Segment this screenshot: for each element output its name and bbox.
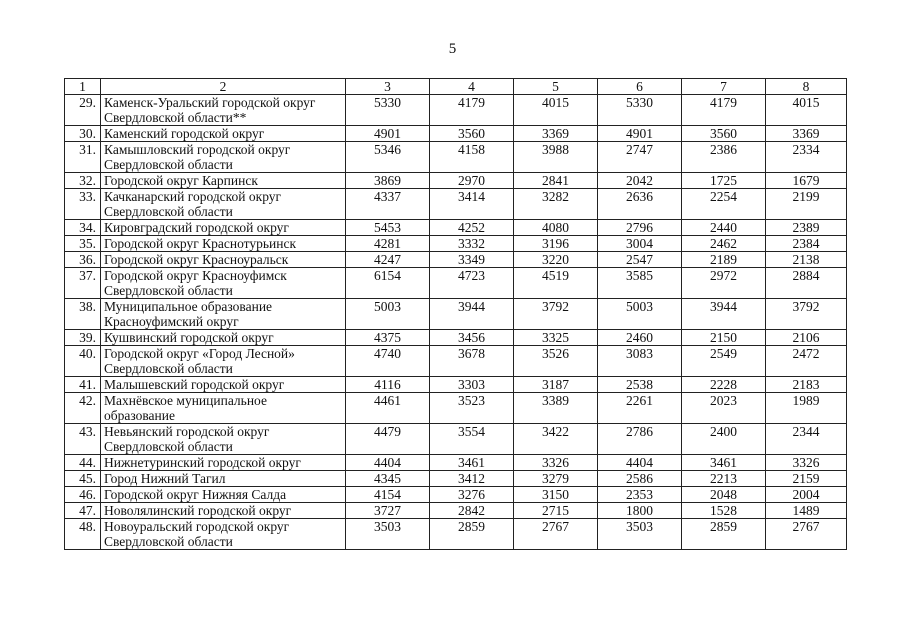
value-cell-col-6: 2353: [598, 487, 682, 503]
value-cell-col-5: 3187: [514, 377, 598, 393]
value-cell-col-3: 4116: [346, 377, 430, 393]
value-cell-col-5: 3988: [514, 142, 598, 173]
municipality-name-line: Кушвинский городской округ: [104, 330, 274, 345]
municipality-name-cell: [101, 519, 346, 550]
value-cell-col-3: 3727: [346, 503, 430, 519]
value-cell-col-6: 3585: [598, 268, 682, 299]
municipality-name-line: Город Нижний Тагил: [104, 471, 226, 486]
row-number-cell: 48.: [65, 519, 101, 550]
table-row: [65, 346, 847, 377]
column-header: 3: [346, 79, 430, 95]
municipality-name-cell: [101, 252, 346, 268]
municipality-name-line: Городской округ «Город Лесной»: [104, 346, 295, 361]
value-cell-col-4: 3276: [430, 487, 514, 503]
value-cell-col-7: 2048: [682, 487, 766, 503]
table-row: [65, 424, 847, 455]
value-cell-col-6: 4404: [598, 455, 682, 471]
value-cell-col-7: 2549: [682, 346, 766, 377]
municipality-name-cell: [101, 377, 346, 393]
value-cell-col-5: 3282: [514, 189, 598, 220]
value-cell-col-4: 3414: [430, 189, 514, 220]
municipality-name-cell: [101, 299, 346, 330]
value-cell-col-3: 5330: [346, 95, 430, 126]
value-cell-col-6: 2786: [598, 424, 682, 455]
municipality-name-line: Свердловской области: [104, 534, 233, 549]
value-cell-col-5: 4015: [514, 95, 598, 126]
municipality-name-line: Махнёвское муниципальное: [104, 393, 267, 408]
value-cell-col-3: 4345: [346, 471, 430, 487]
row-number-cell: 29.: [65, 95, 101, 126]
value-cell-col-4: 3944: [430, 299, 514, 330]
value-cell-col-7: 4179: [682, 95, 766, 126]
value-cell-col-5: 3150: [514, 487, 598, 503]
value-cell-col-4: 3678: [430, 346, 514, 377]
value-cell-col-5: 3526: [514, 346, 598, 377]
municipality-name-cell: [101, 189, 346, 220]
table-row: [65, 126, 847, 142]
value-cell-col-4: 4158: [430, 142, 514, 173]
value-cell-col-3: 4247: [346, 252, 430, 268]
row-number-cell: 32.: [65, 173, 101, 189]
row-number-cell: 40.: [65, 346, 101, 377]
table-row: [65, 142, 847, 173]
table-row: [65, 393, 847, 424]
table-row: [65, 236, 847, 252]
table-row: [65, 471, 847, 487]
column-header: 5: [514, 79, 598, 95]
table-row: [65, 487, 847, 503]
value-cell-col-7: 2150: [682, 330, 766, 346]
row-number-cell: 33.: [65, 189, 101, 220]
value-cell-col-4: 3349: [430, 252, 514, 268]
value-cell-col-8: 2389: [766, 220, 847, 236]
value-cell-col-7: 2462: [682, 236, 766, 252]
value-cell-col-7: 2440: [682, 220, 766, 236]
municipality-name-cell: [101, 487, 346, 503]
value-cell-col-4: 3523: [430, 393, 514, 424]
row-number-cell: 47.: [65, 503, 101, 519]
table-row: [65, 173, 847, 189]
value-cell-col-4: 2859: [430, 519, 514, 550]
municipality-name-line: Малышевский городской округ: [104, 377, 285, 392]
value-cell-col-5: 3279: [514, 471, 598, 487]
page-number: 5: [448, 41, 457, 57]
municipality-name-cell: [101, 95, 346, 126]
value-cell-col-8: 2159: [766, 471, 847, 487]
value-cell-col-5: 3369: [514, 126, 598, 142]
row-number-cell: 34.: [65, 220, 101, 236]
municipality-name-line: Качканарский городской округ: [104, 189, 282, 204]
value-cell-col-4: 3332: [430, 236, 514, 252]
municipality-name-cell: [101, 346, 346, 377]
value-cell-col-6: 5003: [598, 299, 682, 330]
value-cell-col-4: 2970: [430, 173, 514, 189]
table-body: [65, 79, 847, 550]
table-row: [65, 455, 847, 471]
value-cell-col-7: 1725: [682, 173, 766, 189]
municipality-name-line: Муниципальное образование: [104, 299, 273, 314]
municipality-name-line: Камышловский городской округ: [104, 142, 291, 157]
value-cell-col-5: 4519: [514, 268, 598, 299]
value-cell-col-4: 3303: [430, 377, 514, 393]
value-cell-col-7: 2189: [682, 252, 766, 268]
municipality-name-line: Городской округ Карпинск: [104, 173, 258, 188]
value-cell-col-4: 3456: [430, 330, 514, 346]
value-cell-col-7: 2859: [682, 519, 766, 550]
value-cell-col-3: 4281: [346, 236, 430, 252]
value-cell-col-7: 2023: [682, 393, 766, 424]
value-cell-col-4: 3461: [430, 455, 514, 471]
value-cell-col-8: 1989: [766, 393, 847, 424]
value-cell-col-5: 3325: [514, 330, 598, 346]
municipality-name-line: Новолялинский городской округ: [104, 503, 292, 518]
municipality-name-line: Свердловской области: [104, 439, 233, 454]
value-cell-col-5: 2841: [514, 173, 598, 189]
municipality-name-cell: [101, 126, 346, 142]
value-cell-col-8: 3326: [766, 455, 847, 471]
municipality-name-line: Свердловской области**: [104, 110, 247, 125]
value-cell-col-6: 2261: [598, 393, 682, 424]
value-cell-col-7: 1528: [682, 503, 766, 519]
value-cell-col-3: 4154: [346, 487, 430, 503]
municipality-name-cell: [101, 220, 346, 236]
value-cell-col-3: 3503: [346, 519, 430, 550]
value-cell-col-8: 1679: [766, 173, 847, 189]
table-row: [65, 95, 847, 126]
municipality-name-line: Кировградский городской округ: [104, 220, 289, 235]
municipality-name-cell: [101, 236, 346, 252]
municipality-name-line: Городской округ Красноуфимск: [104, 268, 287, 283]
value-cell-col-6: 2042: [598, 173, 682, 189]
value-cell-col-7: 3461: [682, 455, 766, 471]
value-cell-col-3: 5346: [346, 142, 430, 173]
value-cell-col-6: 3004: [598, 236, 682, 252]
value-cell-col-4: 3560: [430, 126, 514, 142]
value-cell-col-4: 4723: [430, 268, 514, 299]
value-cell-col-6: 5330: [598, 95, 682, 126]
value-cell-col-4: 4179: [430, 95, 514, 126]
value-cell-col-8: 4015: [766, 95, 847, 126]
value-cell-col-8: 2138: [766, 252, 847, 268]
municipality-name-line: Свердловской области: [104, 283, 233, 298]
value-cell-col-3: 4375: [346, 330, 430, 346]
value-cell-col-8: 2767: [766, 519, 847, 550]
row-number-cell: 37.: [65, 268, 101, 299]
data-table: [64, 78, 847, 550]
municipality-name-line: Городской округ Нижняя Салда: [104, 487, 287, 502]
municipality-name-cell: [101, 424, 346, 455]
value-cell-col-6: 3083: [598, 346, 682, 377]
value-cell-col-6: 4901: [598, 126, 682, 142]
value-cell-col-3: 4337: [346, 189, 430, 220]
value-cell-col-5: 2715: [514, 503, 598, 519]
value-cell-col-5: 3422: [514, 424, 598, 455]
column-header: 6: [598, 79, 682, 95]
value-cell-col-7: 3944: [682, 299, 766, 330]
value-cell-col-8: 3792: [766, 299, 847, 330]
value-cell-col-3: 5453: [346, 220, 430, 236]
row-number-cell: 39.: [65, 330, 101, 346]
value-cell-col-8: 2004: [766, 487, 847, 503]
value-cell-col-6: 2547: [598, 252, 682, 268]
column-header: 2: [101, 79, 346, 95]
value-cell-col-3: 4479: [346, 424, 430, 455]
municipality-name-cell: [101, 173, 346, 189]
value-cell-col-3: 4901: [346, 126, 430, 142]
value-cell-col-3: 6154: [346, 268, 430, 299]
value-cell-col-6: 2460: [598, 330, 682, 346]
municipality-name-line: Городской округ Краснотурьинск: [104, 236, 297, 251]
column-header: 8: [766, 79, 847, 95]
value-cell-col-6: 2636: [598, 189, 682, 220]
table-row: [65, 220, 847, 236]
value-cell-col-4: 3412: [430, 471, 514, 487]
municipality-name-line: Городской округ Красноуральск: [104, 252, 289, 267]
value-cell-col-3: 4404: [346, 455, 430, 471]
value-cell-col-7: 2213: [682, 471, 766, 487]
value-cell-col-8: 2183: [766, 377, 847, 393]
value-cell-col-8: 2199: [766, 189, 847, 220]
value-cell-col-7: 2254: [682, 189, 766, 220]
municipality-name-cell: [101, 471, 346, 487]
value-cell-col-7: 2386: [682, 142, 766, 173]
municipality-name-cell: [101, 330, 346, 346]
value-cell-col-7: 2228: [682, 377, 766, 393]
value-cell-col-4: 3554: [430, 424, 514, 455]
municipality-name-cell: [101, 268, 346, 299]
municipality-name-line: Нижнетуринский городской округ: [104, 455, 301, 470]
table-row: [65, 503, 847, 519]
row-number-cell: 45.: [65, 471, 101, 487]
municipality-name-cell: [101, 142, 346, 173]
municipality-name-line: Красноуфимский округ: [104, 314, 239, 329]
column-header: 7: [682, 79, 766, 95]
value-cell-col-4: 2842: [430, 503, 514, 519]
municipality-name-line: образование: [104, 408, 175, 423]
row-number-cell: 35.: [65, 236, 101, 252]
table-row: [65, 268, 847, 299]
value-cell-col-8: 1489: [766, 503, 847, 519]
value-cell-col-5: 2767: [514, 519, 598, 550]
table-row: [65, 252, 847, 268]
row-number-cell: 41.: [65, 377, 101, 393]
row-number-cell: 36.: [65, 252, 101, 268]
value-cell-col-6: 2586: [598, 471, 682, 487]
municipality-name-line: Новоуральский городской округ: [104, 519, 290, 534]
value-cell-col-4: 4252: [430, 220, 514, 236]
municipality-name-line: Каменский городской округ: [104, 126, 265, 141]
municipality-name-line: Каменск-Уральский городской округ: [104, 95, 316, 110]
municipality-name-line: Свердловской области: [104, 361, 233, 376]
column-header: 4: [430, 79, 514, 95]
value-cell-col-8: 3369: [766, 126, 847, 142]
value-cell-col-5: 3792: [514, 299, 598, 330]
table-row: [65, 189, 847, 220]
table-row: [65, 330, 847, 346]
row-number-cell: 30.: [65, 126, 101, 142]
value-cell-col-8: 2884: [766, 268, 847, 299]
table-row: [65, 519, 847, 550]
value-cell-col-5: 3196: [514, 236, 598, 252]
value-cell-col-7: 2972: [682, 268, 766, 299]
column-header: 1: [65, 79, 101, 95]
municipality-name-line: Свердловской области: [104, 204, 233, 219]
municipality-name-cell: [101, 503, 346, 519]
municipality-name-line: Невьянский городской округ: [104, 424, 270, 439]
table-row: [65, 377, 847, 393]
row-number-cell: 38.: [65, 299, 101, 330]
value-cell-col-7: 3560: [682, 126, 766, 142]
row-number-cell: 42.: [65, 393, 101, 424]
value-cell-col-8: 2344: [766, 424, 847, 455]
value-cell-col-6: 2538: [598, 377, 682, 393]
value-cell-col-8: 2334: [766, 142, 847, 173]
value-cell-col-8: 2106: [766, 330, 847, 346]
value-cell-col-5: 3389: [514, 393, 598, 424]
row-number-cell: 46.: [65, 487, 101, 503]
value-cell-col-5: 4080: [514, 220, 598, 236]
value-cell-col-6: 2747: [598, 142, 682, 173]
row-number-cell: 43.: [65, 424, 101, 455]
municipality-name-cell: [101, 393, 346, 424]
value-cell-col-3: 4461: [346, 393, 430, 424]
value-cell-col-5: 3326: [514, 455, 598, 471]
value-cell-col-6: 2796: [598, 220, 682, 236]
header-row: [65, 79, 847, 95]
value-cell-col-3: 5003: [346, 299, 430, 330]
row-number-cell: 44.: [65, 455, 101, 471]
value-cell-col-6: 1800: [598, 503, 682, 519]
row-number-cell: 31.: [65, 142, 101, 173]
municipality-name-line: Свердловской области: [104, 157, 233, 172]
value-cell-col-3: 3869: [346, 173, 430, 189]
value-cell-col-8: 2472: [766, 346, 847, 377]
value-cell-col-7: 2400: [682, 424, 766, 455]
value-cell-col-3: 4740: [346, 346, 430, 377]
value-cell-col-5: 3220: [514, 252, 598, 268]
value-cell-col-8: 2384: [766, 236, 847, 252]
value-cell-col-6: 3503: [598, 519, 682, 550]
municipality-name-cell: [101, 455, 346, 471]
table-row: [65, 299, 847, 330]
